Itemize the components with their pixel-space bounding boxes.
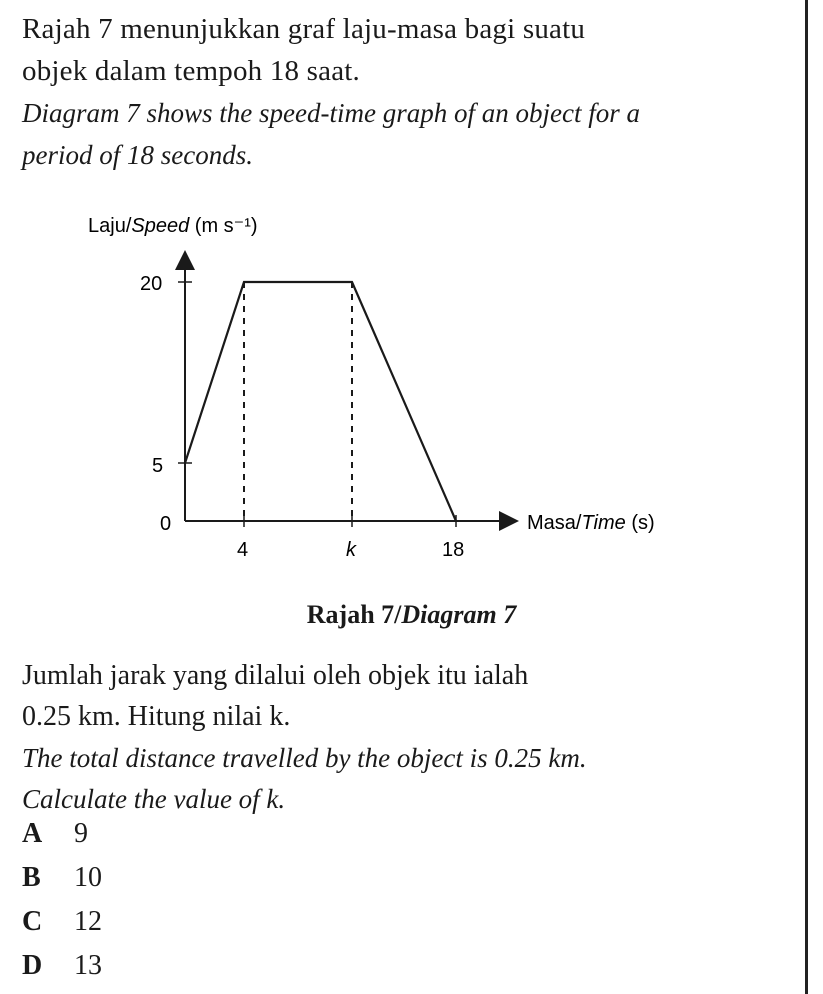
- option-d[interactable]: [22, 944, 102, 988]
- x-tick-4: 4: [237, 539, 249, 561]
- question2-malay-line2: 0.25 km. Hitung nilai k.: [22, 701, 291, 732]
- y-axis-label-unit: (m s⁻¹): [194, 215, 258, 237]
- x-axis-label: [527, 512, 655, 534]
- option-value: 13: [74, 950, 102, 981]
- option-letter: A: [22, 818, 43, 849]
- y-axis-label-english: Speed: [131, 215, 190, 237]
- x-tick-k: k: [346, 539, 356, 561]
- option-a[interactable]: [22, 812, 102, 856]
- option-letter: B: [22, 862, 41, 893]
- question2-malay: [22, 655, 792, 737]
- question-malay: [22, 8, 792, 92]
- x-axis-label-malay: Masa/: [527, 512, 582, 534]
- answer-options: [22, 812, 102, 988]
- question2-english-line1: The total distance travelled by the object is 0.25 km.: [22, 743, 587, 773]
- question2-malay-line1: Jumlah jarak yang dilalui oleh objek itu ialah: [22, 660, 529, 691]
- x-axis-label-english: Time: [581, 512, 626, 534]
- y-tick-20: 20: [140, 273, 163, 295]
- y-axis-label: [88, 215, 258, 237]
- question2-english-line2: Calculate the value of k.: [22, 784, 286, 814]
- option-letter: C: [22, 906, 43, 937]
- y-axis-label-malay: Laju/: [88, 215, 132, 237]
- y-tick-0: 0: [160, 513, 172, 535]
- x-tick-18: 18: [442, 539, 465, 561]
- question-english: [22, 92, 792, 176]
- caption-english: Diagram 7: [401, 600, 517, 629]
- speed-line: [185, 282, 456, 521]
- option-value: 12: [74, 906, 102, 937]
- question-malay-line2: objek dalam tempoh 18 saat.: [22, 55, 361, 87]
- speed-time-graph: [0, 190, 823, 590]
- option-letter: D: [22, 950, 43, 981]
- question-english-line1: Diagram 7 shows the speed-time graph of an object for a: [22, 98, 640, 128]
- option-b[interactable]: [22, 856, 102, 900]
- option-value: 10: [74, 862, 102, 893]
- question-malay-line1: Rajah 7 menunjukkan graf laju-masa bagi suatu: [22, 13, 586, 45]
- option-c[interactable]: [22, 900, 102, 944]
- x-axis-label-unit: (s): [631, 512, 655, 534]
- question2-english: [22, 738, 792, 820]
- caption-malay: Rajah 7/: [306, 600, 402, 629]
- y-tick-5: 5: [152, 455, 164, 477]
- option-value: 9: [74, 818, 88, 849]
- question-english-line2: period of 18 seconds.: [22, 140, 253, 170]
- diagram-caption: [0, 600, 823, 630]
